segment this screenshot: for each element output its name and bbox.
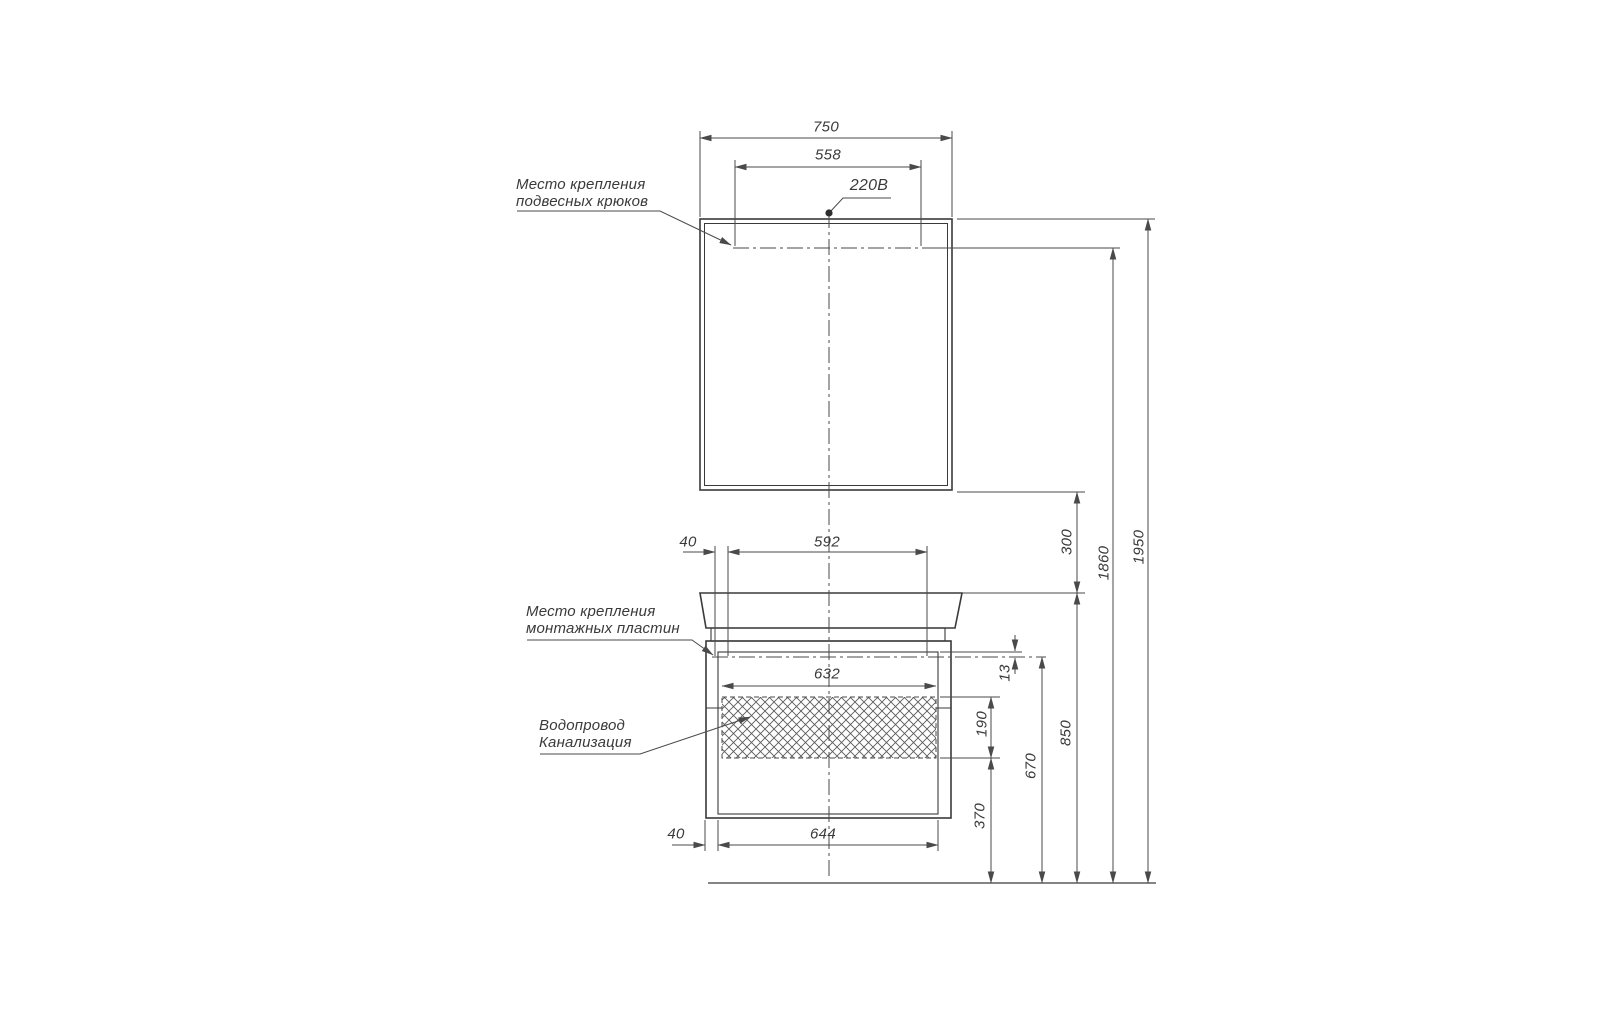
plates-callout bbox=[526, 603, 680, 637]
plumbing-callout-line2: Канализация bbox=[539, 734, 632, 751]
dimension-lines bbox=[672, 138, 1148, 883]
hooks-callout-line2: подвесных крюков bbox=[516, 193, 649, 210]
dim-632: 632 bbox=[814, 665, 840, 683]
dim-300: 300 bbox=[1058, 529, 1076, 555]
dim-1950: 1950 bbox=[1130, 529, 1148, 565]
plumbing-callout-line1: Водопровод bbox=[539, 717, 626, 734]
power-point-dot bbox=[825, 209, 832, 216]
hooks-callout bbox=[516, 176, 648, 210]
power-callout: 220В bbox=[849, 177, 889, 195]
plates-callout-line2: монтажных пластин bbox=[526, 620, 680, 637]
dim-40-bottom: 40 bbox=[667, 825, 685, 843]
power-leader bbox=[830, 198, 891, 212]
dim-370: 370 bbox=[971, 803, 989, 829]
hooks-leader bbox=[517, 211, 731, 245]
hooks-callout-line1: Место крепления bbox=[516, 176, 646, 193]
plumbing-callout bbox=[539, 717, 632, 751]
washbasin bbox=[700, 593, 962, 641]
mirror bbox=[700, 219, 952, 490]
plates-callout-line1: Место крепления bbox=[526, 603, 656, 620]
dim-592: 592 bbox=[814, 533, 840, 551]
dim-644: 644 bbox=[810, 825, 836, 843]
centerlines bbox=[712, 212, 1046, 877]
dim-1860: 1860 bbox=[1095, 545, 1113, 581]
dim-190: 190 bbox=[973, 711, 991, 737]
dim-750: 750 bbox=[813, 118, 839, 136]
dim-40-top: 40 bbox=[679, 533, 697, 551]
plates-leader bbox=[527, 640, 713, 655]
dim-558: 558 bbox=[815, 146, 841, 164]
dim-670: 670 bbox=[1022, 753, 1040, 779]
dim-13: 13 bbox=[996, 664, 1014, 682]
dim-850: 850 bbox=[1057, 720, 1075, 746]
